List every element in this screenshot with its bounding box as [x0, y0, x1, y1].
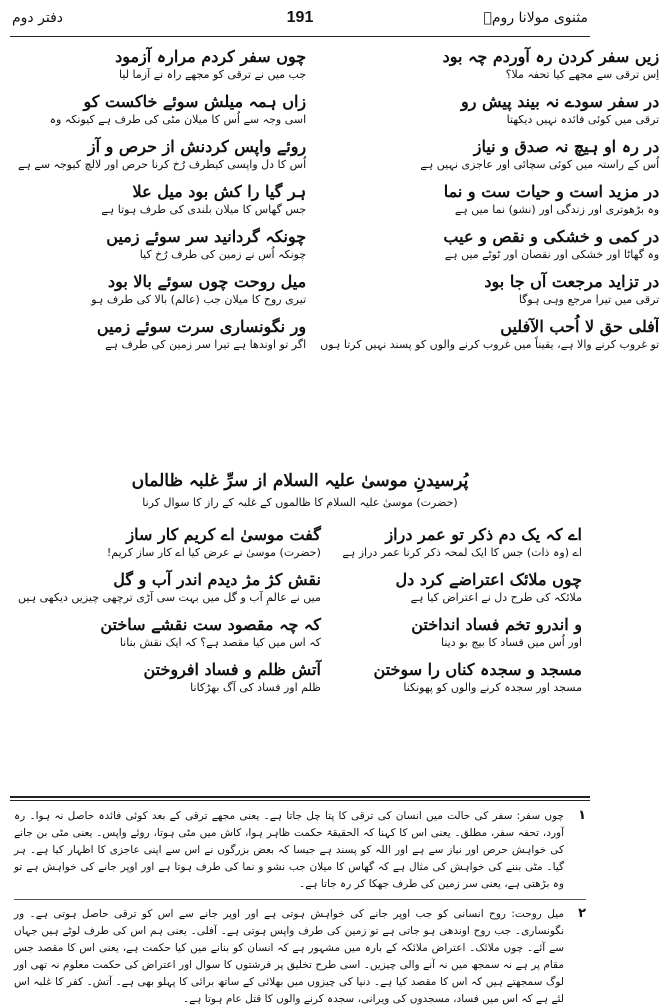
verse-text: چوں سفر کردم مرارہ آزمود — [115, 47, 307, 66]
verse-text: اے کہ یک دم ذکر تو عمر دراز — [385, 525, 582, 544]
verse-translation: (حضرت) موسیٰ نے عرض کیا اے کار ساز کریم! — [106, 546, 321, 559]
verse-text: میل روحت چوں سوئے بالا بود — [108, 272, 307, 291]
section-subheading: (حضرت) موسیٰ علیہ السلام کا ظالموں کے غلبہ کے راز کا سوال کرنا — [142, 496, 458, 509]
verse-translation: اے (وہ ذات) جس کا ایک لمحہ ذکر کرنا عمر دراز ہے — [342, 546, 582, 559]
verse-couplet — [18, 267, 306, 312]
book-title: مثنوی مولانا رومؒ — [483, 10, 588, 26]
verse-couplet — [18, 42, 306, 87]
verse-couplet — [18, 222, 306, 267]
verse-text: چونکہ گردانید سر سوئے زمیں — [106, 227, 307, 246]
footnote-divider-thin — [10, 800, 590, 801]
verses-top — [18, 42, 659, 447]
verse-couplet — [335, 655, 582, 700]
verse-couplet — [320, 222, 659, 267]
verse-text: نقش کژ مژ دیدم اندر آب و گل — [113, 570, 321, 589]
verse-couplet — [335, 610, 582, 655]
verse-translation: تو غروب کرنے والا ہے، یقیناً میں غروب کرنے والوں کو پسند نہیں کرتا ہوں — [320, 338, 659, 351]
verse-text: ور نگونساری سرت سوئے زمیں — [96, 317, 307, 336]
verse-translation: ترقی میں تیرا مرجع وہی ہوگا — [518, 293, 659, 306]
verse-translation: اور اُس میں فساد کا بیج بو دینا — [441, 636, 582, 649]
verse-couplet — [320, 87, 659, 132]
verse-couplet — [320, 132, 659, 177]
header-divider — [10, 36, 590, 37]
footnote-separator — [14, 899, 586, 900]
verse-translation: جس گھاس کا میلان بلندی کی طرف ہوتا ہے — [101, 203, 307, 216]
volume-label: دفتر دوم — [12, 10, 63, 26]
verse-translation: اُس کا دل واپسی کیطرف رُخ کرنا حرص اور لالچ کیوجہ سے ہے — [18, 158, 307, 171]
verse-translation: وہ گھاٹا اور خشکی اور نقصان اور ٹوٹے میں ہے — [444, 248, 659, 261]
verse-couplet — [335, 565, 582, 610]
verse-couplet — [335, 520, 582, 565]
verse-translation: ملائکہ کی طرح دل نے اعتراض کیا ہے — [410, 591, 582, 604]
verse-couplet — [18, 312, 306, 357]
verse-translation: اُس کے راستہ میں کوئی سچائی اور عاجزی نہیں ہے — [420, 158, 659, 171]
verse-translation: اگر تو اوندھا ہے تیرا سر زمین کی طرف ہے — [105, 338, 307, 351]
verse-couplet — [18, 132, 306, 177]
verse-couplet — [18, 565, 321, 610]
verse-text: در سفر سودے نہ بیند پیش رو — [460, 92, 659, 111]
verse-translation: ظلم اور فساد کی آگ بھڑکانا — [190, 681, 321, 694]
verse-column-right — [18, 42, 306, 447]
verse-translation: ترقی میں کوئی فائدہ نہیں دیکھتا — [506, 113, 659, 126]
page-number: 191 — [286, 9, 314, 26]
verse-translation: جب میں نے ترقی کو مجھے راہ نے آزما لیا — [119, 68, 307, 81]
verse-translation: میں نے عالمِ آب و گل میں بہت سی آڑی ترچھی چیزیں دیکھی ہیں — [18, 591, 321, 604]
verse-text: ہر گیا را کش بود میل علا — [132, 182, 307, 201]
verse-text: در تزاید مرجعت آں جا بود — [484, 272, 659, 291]
verse-text: چوں ملائک اعتراضے کرد دل — [395, 570, 582, 589]
verse-translation: وہ بڑھوتری اور زندگی اور (نشو) نما میں ہے — [454, 203, 659, 216]
verse-couplet — [320, 267, 659, 312]
verse-couplet — [18, 87, 306, 132]
verses-bottom — [18, 520, 582, 790]
verse-text: آفلی حق لا اُحب الآفلیں — [500, 317, 659, 336]
verse-column-left — [335, 520, 582, 790]
page-header — [12, 4, 588, 32]
footnote-number: ۱ — [578, 808, 586, 823]
verse-translation: چونکہ اُس نے زمین کی طرف رُخ کیا — [139, 248, 307, 261]
verse-text: زاں ہمہ میلش سوئے خاکست کو — [83, 92, 307, 111]
verse-text: مسجد و سجدہ کناں را سوختن — [373, 660, 582, 679]
verse-text: در رہ او ہیچ نہ صدق و نیاز — [473, 137, 659, 156]
verse-couplet — [320, 312, 659, 357]
footnote-divider — [10, 796, 590, 798]
verse-couplet — [320, 42, 659, 87]
verse-couplet — [18, 655, 321, 700]
footnotes — [14, 808, 586, 1005]
section-heading: پُرسیدنِ موسیٰ علیہ السلام از سرِّ غلبہ ظالماں — [131, 471, 469, 491]
verse-couplet — [18, 177, 306, 222]
verse-text: آتش ظلم و فساد افروختن — [143, 660, 321, 679]
footnote — [14, 906, 586, 1008]
verse-translation: اِس ترقی سے مجھے کیا تحفہ ملا؟ — [505, 68, 659, 81]
verse-translation: اسی وجہ سے اُس کا میلان مٹی کی طرف ہے کیونکہ وہ — [49, 113, 307, 126]
verse-couplet — [18, 520, 321, 565]
verse-column-right — [18, 520, 321, 790]
verse-column-left — [320, 42, 659, 447]
verse-couplet — [18, 610, 321, 655]
verse-couplet — [320, 177, 659, 222]
verse-text: در کمی و خشکی و نقص و عیب — [443, 227, 659, 246]
verse-translation: مسجد اور سجدہ کرنے والوں کو پھونکنا — [403, 681, 582, 694]
footnote — [14, 808, 586, 893]
footnote-number: ۲ — [578, 906, 586, 921]
verse-translation: تیری روح کا میلان جب (عالم) بالا کی طرف ہو — [91, 293, 307, 306]
verse-text: روئے واپس کردنش از حرص و آز — [87, 137, 307, 156]
verse-text: و اندرو تخم فساد انداختن — [411, 615, 582, 634]
verse-text: گفت موسیٰ اے کریم کار ساز — [126, 525, 321, 544]
verse-translation: کہ اس میں کیا مقصد ہے؟ کہ ایک نقش بنانا — [119, 636, 321, 649]
verse-text: زیں سفر کردن رہ آوردم چہ بود — [442, 47, 659, 66]
verse-text: در مزید است و حیات ست و نما — [443, 182, 659, 201]
footnote-text: چوں سفر: سفر کی حالت میں انسان کی ترقی کا پتا چل جاتا ہے۔ یعنی مجھے ترقی کے بعد کوئی فائدہ حاصل نہ ہوا۔ رہ آورد، تحفہ سفر، مطلق۔ یعنی اس کا کہنا کہ الحقیقۃ حکمت ظاہر ہوا، کاش میں مٹی ہوتا، روئے واپس۔ یعنی مٹی بن جانے کی خواہش حرص اور نیاز سے ہے اور اللہ کو پسند ہے جیسا کہ بعض بزرگوں نے اس سے اپنی عاجزی کا اظہار کیا ہے۔ ہر گیا۔ مٹی بننے کی خواہش کی مثال ہے کہ گھاس کا میلان جب نشو و نما کی طرف ہوتا ہے اور اوپر جانے کی خواہش ہے تو وہ بڑھتی ہے، یعنی سر زمین کی طرف جھکا کر رہ جاتا ہے۔ — [14, 810, 564, 890]
verse-text: کہ چہ مقصود ست نقشے ساختن — [100, 615, 321, 634]
footnote-text: میل روحت: روح انسانی کو جب اوپر جانے کی خواہش ہوتی ہے اور اوپر جانے سے اس کو ترقی حاصل ہوتی ہے۔ ور نگونساری۔ جب روح اوندھی ہو جاتی ہے تو زمین کی طرف واپس ہوتی ہے۔ آفلی۔ یعنی ہم اس کی طرف لوٹے ہیں جہاں سے آئے۔ چوں ملائک۔ اعتراض ملائکہ کے بارہ میں مشہور ہے کہ انسان کو بنانے میں کیا حکمت ہے، یعنی اس کا مقصد جس مقام پر ہے نہ سمجھ میں نہ آنے والی چیزیں۔ اسی طرح تخلیق پر فرشتوں کا سوال اور اعتراض کی حکمت معلوم نہ تھی اور لوگ سمجھتے ہیں کہ اس کا مقصد کیا ہے۔ دنیا کی چیزوں میں بھلائی کے ساتھ برائی کا پہلو بھی ہے۔ آتش۔ کفر کا غلبہ اس لئے ہے کہ اس میں فساد، مسجدوں کی ویرانی، سجدہ کرنے والوں کا قتل عام ہوتا ہے۔ — [14, 908, 564, 1005]
